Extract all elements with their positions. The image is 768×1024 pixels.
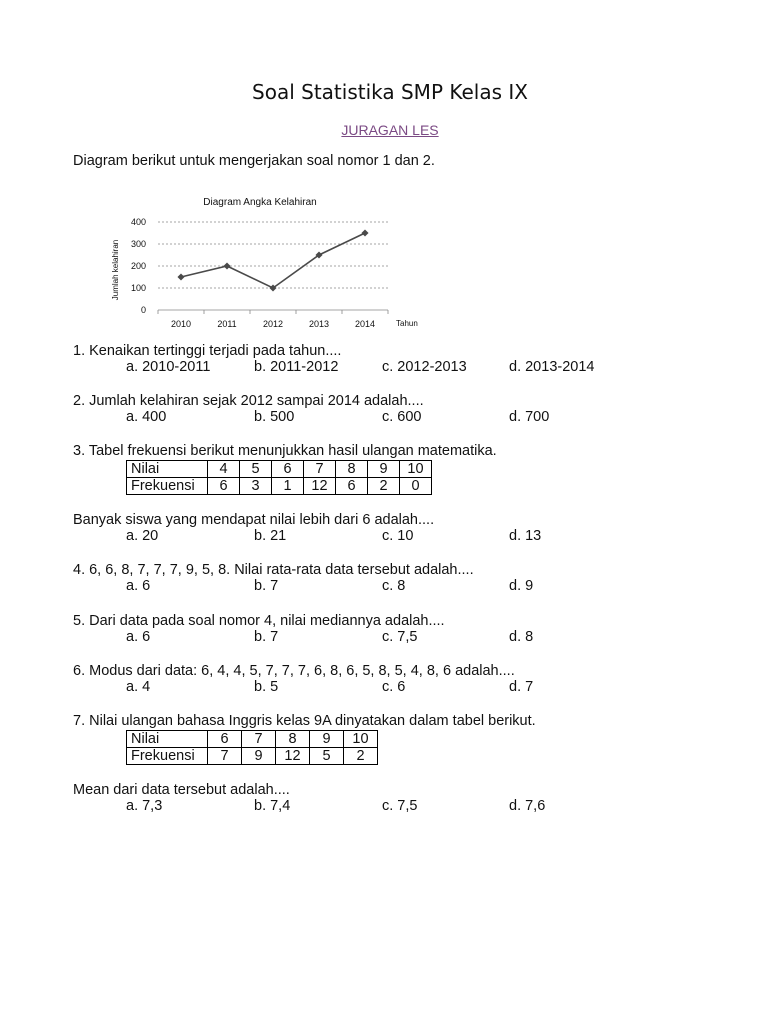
question-3-option-a[interactable]: a. 20 <box>126 528 159 544</box>
table-cell: 7 <box>304 461 336 478</box>
table-cell: 12 <box>304 478 336 495</box>
table-cell: 2 <box>368 478 400 495</box>
page-title: Soal Statistika SMP Kelas IX <box>252 80 528 104</box>
question-5-option-b[interactable]: b. 7 <box>254 629 279 645</box>
chart-x-tick-label: 2013 <box>308 319 330 329</box>
question-4-option-a[interactable]: a. 6 <box>126 578 151 594</box>
table-cell: 5 <box>310 748 344 765</box>
question-3-option-b[interactable]: b. 21 <box>254 528 287 544</box>
chart-y-tick-label: 100 <box>130 283 146 293</box>
table-row-nilai <box>127 461 432 478</box>
table-cell: 3 <box>240 478 272 495</box>
birth-rate-chart <box>100 188 440 336</box>
question-7-followup: Mean dari data tersebut adalah.... <box>73 782 290 798</box>
chart-series-line <box>181 233 365 288</box>
chart-title: Diagram Angka Kelahiran <box>203 197 317 208</box>
question-3-frequency-table <box>126 460 432 495</box>
question-3-text: 3. Tabel frekuensi berikut menunjukkan hasil ulangan matematika. <box>73 443 497 459</box>
question-7-option-c[interactable]: c. 7,5 <box>382 798 418 814</box>
question-1-option-d[interactable]: d. 2013-2014 <box>509 359 595 375</box>
question-5-option-a[interactable]: a. 6 <box>126 629 151 645</box>
intro-text: Diagram berikut untuk mengerjakan soal nomor 1 dan 2. <box>73 153 435 169</box>
table-row-label: Nilai <box>127 461 208 478</box>
chart-x-tick-label: 2010 <box>170 319 192 329</box>
chart-data-point <box>223 262 230 269</box>
question-4-option-c[interactable]: c. 8 <box>382 578 406 594</box>
question-7-text: 7. Nilai ulangan bahasa Inggris kelas 9A dinyatakan dalam tabel berikut. <box>73 713 536 729</box>
table-cell: 2 <box>344 748 378 765</box>
question-6-option-a[interactable]: a. 4 <box>126 679 151 695</box>
chart-x-tick-label: 2012 <box>262 319 284 329</box>
table-cell: 6 <box>272 461 304 478</box>
chart-data-point <box>361 229 368 236</box>
table-row-label: Nilai <box>127 731 208 748</box>
table-cell: 10 <box>400 461 432 478</box>
table-row-frekuensi <box>127 478 432 495</box>
question-7-frequency-table <box>126 730 378 765</box>
question-2-option-d[interactable]: d. 700 <box>509 409 550 425</box>
question-5-text: 5. Dari data pada soal nomor 4, nilai mediannya adalah.... <box>73 613 445 629</box>
question-3-followup: Banyak siswa yang mendapat nilai lebih dari 6 adalah.... <box>73 512 435 528</box>
question-3-option-d[interactable]: d. 13 <box>509 528 542 544</box>
question-2-text: 2. Jumlah kelahiran sejak 2012 sampai 2014 adalah.... <box>73 393 424 409</box>
chart-x-tick-label: 2011 <box>217 319 237 329</box>
table-cell: 9 <box>368 461 400 478</box>
chart-data-point <box>177 273 184 280</box>
table-cell: 9 <box>242 748 276 765</box>
question-4-option-b[interactable]: b. 7 <box>254 578 279 594</box>
question-5-option-c[interactable]: c. 7,5 <box>382 629 418 645</box>
question-1-text: 1. Kenaikan tertinggi terjadi pada tahun.... <box>73 343 342 359</box>
table-row-nilai <box>127 731 378 748</box>
question-6-option-d[interactable]: d. 7 <box>509 679 534 695</box>
question-4-option-d[interactable]: d. 9 <box>509 578 534 594</box>
chart-x-tick-label: 2014 <box>354 319 376 329</box>
question-1-option-a[interactable]: a. 2010-2011 <box>126 359 211 375</box>
chart-y-tick-label: 200 <box>130 261 146 271</box>
question-6-option-c[interactable]: c. 6 <box>382 679 406 695</box>
chart-y-tick-label: 0 <box>140 305 146 315</box>
question-6-text: 6. Modus dari data: 6, 4, 4, 5, 7, 7, 7, 6, 8, 6, 5, 8, 5, 4, 8, 6 adalah.... <box>73 663 515 679</box>
table-row-frekuensi <box>127 748 378 765</box>
question-6-option-b[interactable]: b. 5 <box>254 679 279 695</box>
table-cell: 12 <box>276 748 310 765</box>
question-2-option-c[interactable]: c. 600 <box>382 409 422 425</box>
question-2-option-a[interactable]: a. 400 <box>126 409 167 425</box>
table-cell: 8 <box>276 731 310 748</box>
question-7-option-b[interactable]: b. 7,4 <box>254 798 291 814</box>
question-7-option-d[interactable]: d. 7,6 <box>509 798 546 814</box>
chart-y-label: Jumlah kelahiran <box>111 239 120 301</box>
question-3-option-c[interactable]: c. 10 <box>382 528 414 544</box>
question-7-option-a[interactable]: a. 7,3 <box>126 798 163 814</box>
question-4-text: 4. 6, 6, 8, 7, 7, 7, 9, 5, 8. Nilai rata-rata data tersebut adalah.... <box>73 562 474 578</box>
table-cell: 6 <box>208 731 242 748</box>
table-cell: 1 <box>272 478 304 495</box>
chart-y-tick-label: 300 <box>130 239 146 249</box>
table-cell: 7 <box>242 731 276 748</box>
question-2-option-b[interactable]: b. 500 <box>254 409 295 425</box>
table-cell: 8 <box>336 461 368 478</box>
question-1-option-c[interactable]: c. 2012-2013 <box>382 359 467 375</box>
page-subtitle: JURAGAN LES <box>341 122 439 138</box>
table-cell: 5 <box>240 461 272 478</box>
table-cell: 6 <box>336 478 368 495</box>
table-cell: 0 <box>400 478 432 495</box>
table-cell: 9 <box>310 731 344 748</box>
chart-x-label: Tahun <box>396 319 418 328</box>
table-cell: 6 <box>208 478 240 495</box>
question-1-option-b[interactable]: b. 2011-2012 <box>254 359 339 375</box>
chart-y-tick-label: 400 <box>130 217 146 227</box>
table-row-label: Frekuensi <box>127 748 208 765</box>
table-row-label: Frekuensi <box>127 478 208 495</box>
table-cell: 10 <box>344 731 378 748</box>
table-cell: 4 <box>208 461 240 478</box>
table-cell: 7 <box>208 748 242 765</box>
question-5-option-d[interactable]: d. 8 <box>509 629 534 645</box>
